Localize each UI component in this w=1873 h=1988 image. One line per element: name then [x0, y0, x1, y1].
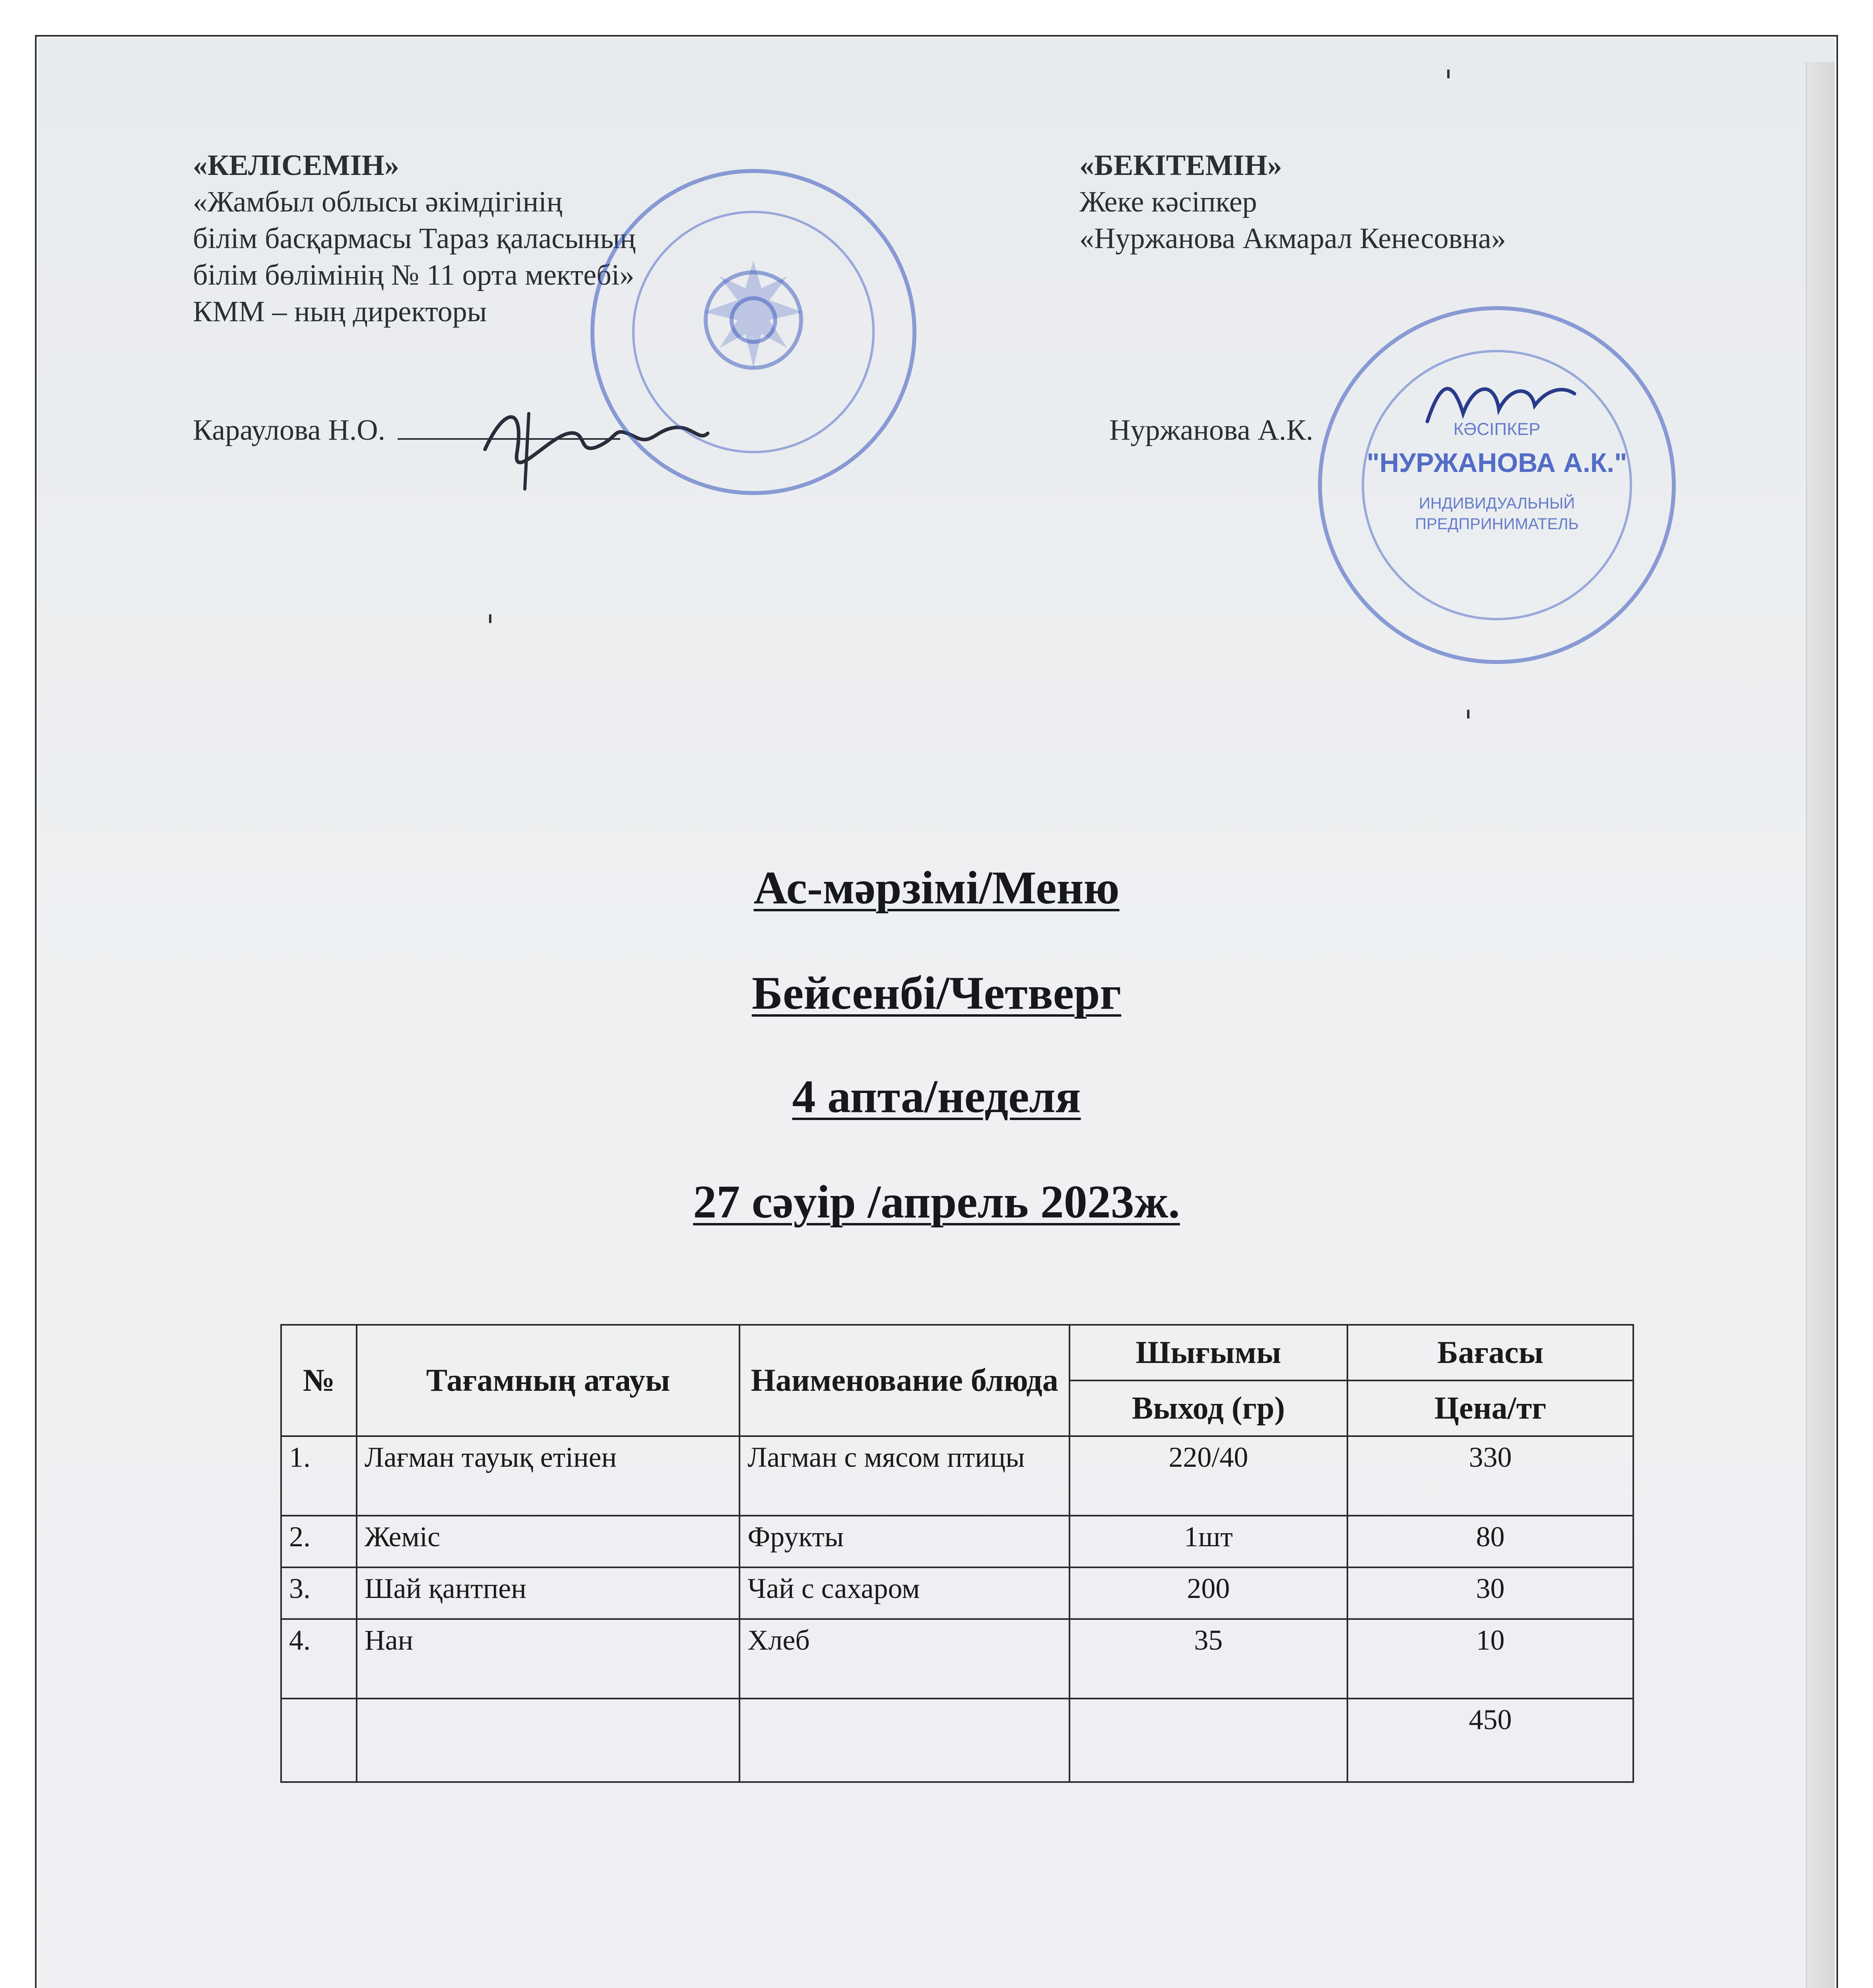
- menu-table: [280, 1324, 1634, 1783]
- header-number: №: [281, 1325, 357, 1436]
- table-total-row: [281, 1699, 1633, 1782]
- total-empty-cell: [357, 1699, 740, 1782]
- header-price-kz: Бағасы: [1347, 1325, 1633, 1380]
- header-name-kz: Тағамның атауы: [357, 1325, 740, 1436]
- header-price-ru: Цена/тг: [1347, 1380, 1633, 1436]
- header-name-ru: Наименование блюда: [739, 1325, 1069, 1436]
- approval-left-signer: Караулова Н.О.: [193, 414, 386, 447]
- row-price: 330: [1347, 1436, 1633, 1516]
- approval-left-line: білім бөлімінің № 11 орта мектебі»: [193, 259, 635, 291]
- row-price: 80: [1347, 1516, 1633, 1567]
- total-empty-cell: [1069, 1699, 1347, 1782]
- row-name-ru: Фрукты: [739, 1516, 1069, 1567]
- approval-left-line: КММ – ның директоры: [193, 295, 487, 328]
- row-number: 1.: [281, 1436, 357, 1516]
- row-number: 4.: [281, 1619, 357, 1699]
- row-output: 200: [1069, 1567, 1347, 1619]
- approval-right-signature-line: [1109, 414, 1313, 447]
- row-output: 35: [1069, 1619, 1347, 1699]
- paper-mark: [1447, 70, 1450, 78]
- approval-right-line: Жеке кәсіпкер: [1079, 186, 1257, 218]
- stamp-bottom-label: ИНДИВИДУАЛЬНЫЙ ПРЕДПРИНИМАТЕЛЬ: [1415, 495, 1579, 533]
- approval-right-line: «Нуржанова Акмарал Кенесовна»: [1079, 222, 1506, 255]
- date-heading: 27 сәуір /апрель 2023ж.: [693, 1176, 1180, 1228]
- approval-left-title: «КЕЛІСЕМІН»: [193, 149, 399, 182]
- handwritten-signature-right: [1415, 358, 1582, 437]
- row-name-ru: Лагман с мясом птицы: [739, 1436, 1069, 1516]
- total-empty-cell: [739, 1699, 1069, 1782]
- row-number: 3.: [281, 1567, 357, 1619]
- total-empty-cell: [281, 1699, 357, 1782]
- emblem-icon: [684, 252, 823, 404]
- row-price: 30: [1347, 1567, 1633, 1619]
- row-name-kz: Жеміс: [357, 1516, 740, 1567]
- approval-right-title: «БЕКІТЕМІН»: [1079, 149, 1282, 182]
- paper-edge: [1806, 62, 1835, 1988]
- row-output: 220/40: [1069, 1436, 1347, 1516]
- school-stamp: [590, 169, 916, 495]
- row-output: 1шт: [1069, 1516, 1347, 1567]
- table-row: [281, 1619, 1633, 1699]
- day-heading: Бейсенбі/Четверг: [751, 967, 1122, 1019]
- stamp-top-label: КӘСІПКЕР: [1453, 419, 1541, 439]
- table-row: [281, 1567, 1633, 1619]
- paper-mark: [489, 614, 491, 623]
- approval-left-line: «Жамбыл облысы әкімдігінің: [193, 186, 563, 218]
- header-output-ru: Выход (гр): [1069, 1380, 1347, 1436]
- table-header-row: [281, 1325, 1633, 1380]
- approval-right-signer: Нуржанова А.К.: [1109, 414, 1314, 447]
- week-heading: 4 апта/неделя: [792, 1070, 1081, 1122]
- row-price: 10: [1347, 1619, 1633, 1699]
- paper-mark: [1467, 710, 1469, 718]
- row-name-ru: Хлеб: [739, 1619, 1069, 1699]
- table-row: [281, 1436, 1633, 1516]
- stamp-name: "НУРЖАНОВА А.К.": [1366, 448, 1627, 478]
- total-price: 450: [1347, 1699, 1633, 1782]
- approval-left-line: білім басқармасы Тараз қаласының: [193, 222, 636, 255]
- approval-left-block: [193, 147, 636, 330]
- menu-heading: Ас-мәрзімі/Меню: [753, 862, 1120, 914]
- header-output-kz: Шығымы: [1069, 1325, 1347, 1380]
- row-number: 2.: [281, 1516, 357, 1567]
- table-row: [281, 1516, 1633, 1567]
- row-name-kz: Нан: [357, 1619, 740, 1699]
- approval-right-block: [1079, 147, 1506, 257]
- row-name-ru: Чай с сахаром: [739, 1567, 1069, 1619]
- row-name-kz: Лағман тауық етінен: [357, 1436, 740, 1516]
- row-name-kz: Шай қантпен: [357, 1567, 740, 1619]
